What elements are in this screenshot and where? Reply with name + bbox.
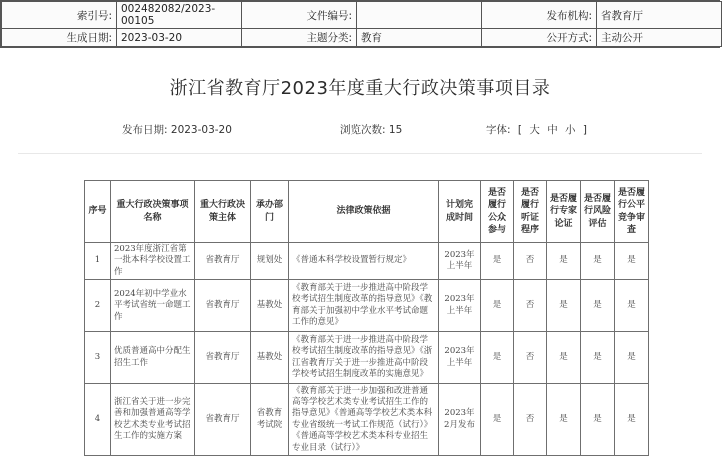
cell-expert-review: 是 (547, 280, 581, 332)
cell-department: 基教处 (251, 332, 289, 384)
cell-planned-time: 2023年2月发布 (439, 384, 481, 456)
cell-decision-body: 省教育厅 (195, 332, 251, 384)
cell-fair-competition: 是 (615, 243, 649, 280)
cell-hearing: 否 (514, 280, 547, 332)
topic-category-value: 教育 (357, 29, 482, 47)
font-size-label: 字体: (486, 124, 511, 136)
generation-date-value: 2023-03-20 (117, 29, 242, 47)
cell-public-participation: 是 (481, 280, 514, 332)
cell-expert-review: 是 (547, 332, 581, 384)
cell-legal-basis: 《教育部关于进一步推进高中阶段学校考试招生制度改革的指导意见》《浙江省教育厅关于进一步推进高中阶段学校考试招生制度改革的实施意见》 (289, 332, 439, 384)
header-fair-competition: 是否履行公平竞争审查 (615, 181, 649, 243)
cell-fair-competition: 是 (615, 332, 649, 384)
header-public-participation: 是否履行公众参与 (481, 181, 514, 243)
header-planned-time: 计划完成时间 (439, 181, 481, 243)
cell-legal-basis: 《普通本科学校设置暂行规定》 (289, 243, 439, 280)
font-large-link[interactable]: 大 (529, 124, 540, 136)
view-count-value: 15 (388, 124, 403, 136)
header-decision-body: 重大行政决策主体 (195, 181, 251, 243)
document-number-label: 文件编号: (242, 2, 357, 29)
cell-department: 规划处 (251, 243, 289, 280)
cell-seq: 2 (85, 280, 111, 332)
cell-seq: 4 (85, 384, 111, 456)
disclosure-method-value: 主动公开 (597, 29, 722, 47)
cell-item-name: 浙江省关于进一步完善和加强普通高等学校艺术类专业考试招生工作的实施方案 (111, 384, 195, 456)
header-legal-basis: 法律政策依据 (289, 181, 439, 243)
issuing-agency-value: 省教育厅 (597, 2, 722, 29)
font-size-control (484, 122, 589, 137)
font-medium-link[interactable]: 中 (547, 124, 558, 136)
table-header-row (85, 181, 649, 243)
cell-seq: 1 (85, 243, 111, 280)
font-bracket-close: ] (582, 124, 587, 136)
index-number-value: 002482082/2023-00105 (117, 2, 242, 29)
cell-decision-body: 省教育厅 (195, 384, 251, 456)
cell-public-participation: 是 (481, 243, 514, 280)
cell-expert-review: 是 (547, 384, 581, 456)
cell-legal-basis: 《教育部关于进一步推进高中阶段学校考试招生制度改革的指导意见》《教育部关于加强初中学业水平考试命题工作的意见》 (289, 280, 439, 332)
cell-risk-assessment: 是 (581, 280, 615, 332)
header-department: 承办部门 (251, 181, 289, 243)
topic-category-label: 主题分类: (242, 29, 357, 47)
article-info-bar (0, 122, 720, 138)
table-row (85, 243, 649, 280)
cell-risk-assessment: 是 (581, 243, 615, 280)
cell-fair-competition: 是 (615, 384, 649, 456)
cell-item-name: 2023年度浙江省第一批本科学校设置工作 (111, 243, 195, 280)
document-metadata-table (0, 0, 720, 48)
generation-date-label: 生成日期: (2, 29, 117, 47)
metadata-row-2 (2, 29, 722, 47)
page-title: 浙江省教育厅2023年度重大行政决策事项目录 (169, 78, 551, 99)
cell-fair-competition: 是 (615, 280, 649, 332)
cell-item-name: 2024年初中学业水平考试省统一命题工作 (111, 280, 195, 332)
view-count-label: 浏览次数: (340, 124, 386, 136)
cell-hearing: 否 (514, 332, 547, 384)
metadata-row-1 (2, 2, 722, 29)
cell-legal-basis: 《教育部关于进一步加强和改进普通高等学校艺术类专业考试招生工作的指导意见》《普通高等学校艺术类本科专业省级统一考试工作规范（试行）》《普通高等学校艺术类本科专业招生专业目录（试行）》 (289, 384, 439, 456)
cell-item-name: 优质普通高中分配生招生工作 (111, 332, 195, 384)
header-hearing: 是否履行听证程序 (514, 181, 547, 243)
disclosure-method-label: 公开方式: (482, 29, 597, 47)
cell-hearing: 否 (514, 384, 547, 456)
table-row (85, 332, 649, 384)
cell-hearing: 否 (514, 243, 547, 280)
cell-department: 基教处 (251, 280, 289, 332)
issuing-agency-label: 发布机构: (482, 2, 597, 29)
header-item-name: 重大行政决策事项名称 (111, 181, 195, 243)
publish-date-value: 2023-03-20 (170, 124, 232, 136)
cell-public-participation: 是 (481, 332, 514, 384)
cell-expert-review: 是 (547, 243, 581, 280)
publish-date-label: 发布日期: (122, 124, 168, 136)
cell-public-participation: 是 (481, 384, 514, 456)
cell-risk-assessment: 是 (581, 384, 615, 456)
publish-date (122, 122, 232, 137)
cell-decision-body: 省教育厅 (195, 243, 251, 280)
document-number-value (357, 2, 482, 29)
font-bracket-open: [ (517, 124, 522, 136)
table-row (85, 384, 649, 456)
view-count (340, 122, 402, 137)
index-number-label: 索引号: (2, 2, 117, 29)
cell-risk-assessment: 是 (581, 332, 615, 384)
decision-items-table (84, 180, 649, 456)
cell-planned-time: 2023年上半年 (439, 332, 481, 384)
cell-department: 省教育考试院 (251, 384, 289, 456)
font-small-link[interactable]: 小 (565, 124, 576, 136)
header-expert-review: 是否履行专家论证 (547, 181, 581, 243)
content-divider (18, 153, 702, 154)
cell-planned-time: 2023年上半年 (439, 243, 481, 280)
header-seq: 序号 (85, 181, 111, 243)
cell-planned-time: 2023年上半年 (439, 280, 481, 332)
table-row (85, 280, 649, 332)
cell-seq: 3 (85, 332, 111, 384)
cell-decision-body: 省教育厅 (195, 280, 251, 332)
header-risk-assessment: 是否履行风险评估 (581, 181, 615, 243)
